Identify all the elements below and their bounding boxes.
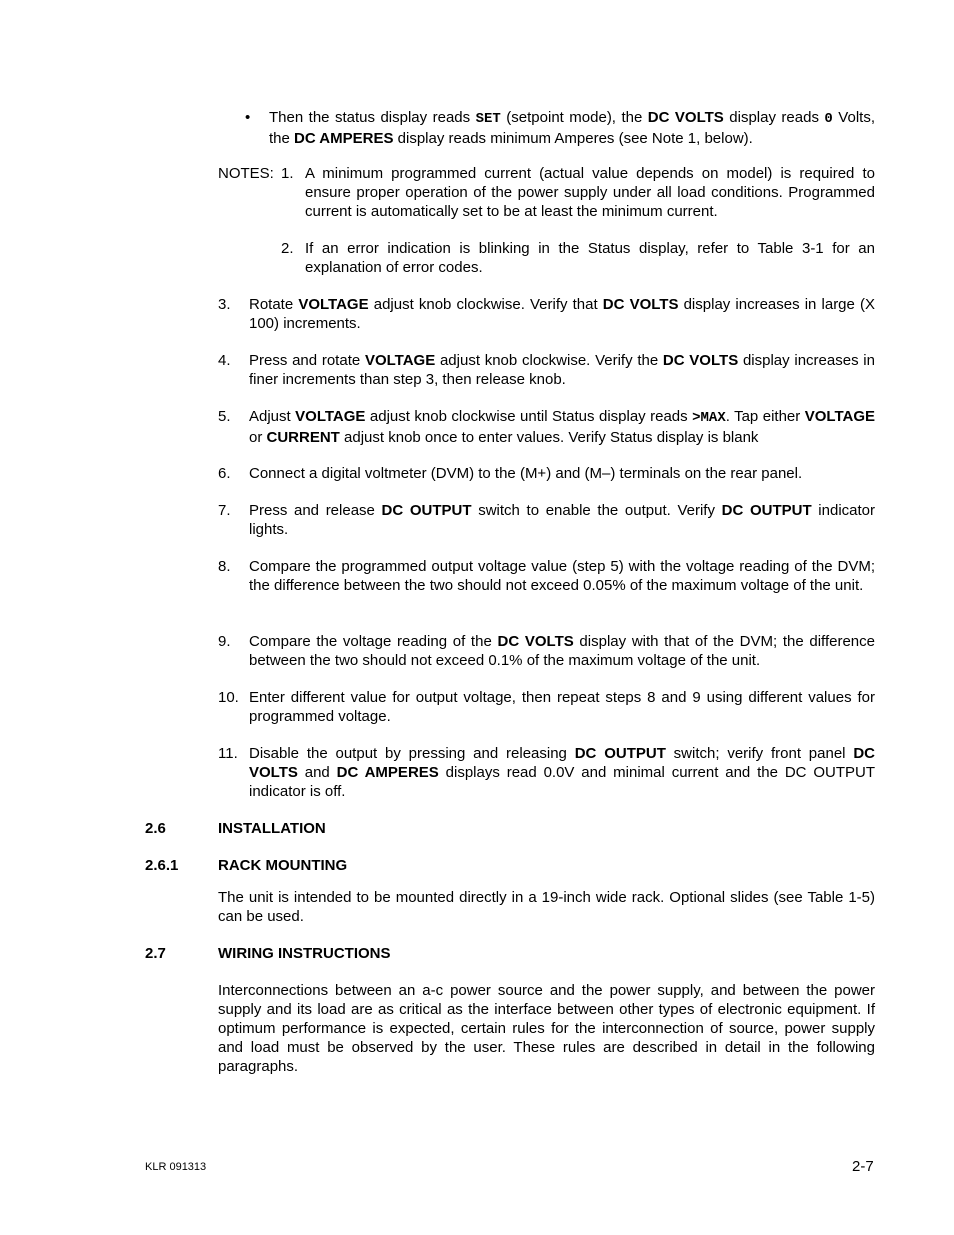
- step-5-text: Adjust VOLTAGE adjust knob clockwise until Status display reads >MAX. Tap either VOLTAGE or CURRENT adjust knob once to enter values. Verify Status display is blank: [249, 408, 875, 446]
- note-1-number: 1.: [281, 165, 294, 182]
- step-5-number: 5.: [218, 408, 231, 425]
- section-2-6-title: INSTALLATION: [218, 820, 326, 837]
- step-10-number: 10.: [218, 689, 239, 706]
- step-4-number: 4.: [218, 352, 231, 369]
- bullet-marker: •: [245, 109, 251, 126]
- step-8-text: Compare the programmed output voltage value (step 5) with the voltage reading of the DVM; the difference between the two should not exceed 0.05% of the maximum voltage of the unit.: [249, 558, 875, 594]
- step-6-text: Connect a digital voltmeter (DVM) to the (M+) and (M–) terminals on the rear panel.: [249, 465, 803, 482]
- step-4-text: Press and rotate VOLTAGE adjust knob clockwise. Verify the DC VOLTS display increases in finer increments than step 3, then release knob.: [249, 352, 875, 388]
- step-6-number: 6.: [218, 465, 231, 482]
- page-number: 2-7: [852, 1158, 874, 1175]
- step-11-text: Disable the output by pressing and releasing DC OUTPUT switch; verify front panel DC VOLTS and DC AMPERES displays read 0.0V and minimal current and the DC OUTPUT indicator is off.: [249, 745, 875, 800]
- note-2-text: If an error indication is blinking in the Status display, refer to Table 3-1 for an explanation of error codes.: [305, 240, 875, 276]
- note-2-number: 2.: [281, 240, 294, 257]
- bullet-item: Then the status display reads SET (setpoint mode), the DC VOLTS display reads 0 Volts, the DC AMPERES display reads minimum Amperes (see Note 1, below).: [269, 109, 875, 147]
- section-2-6-1-text: The unit is intended to be mounted directly in a 19-inch wide rack. Optional slides (see Table 1-5) can be used.: [218, 889, 875, 925]
- note-1-text: A minimum programmed current (actual value depends on model) is required to ensure proper operation of the power supply under all load conditions. Programmed current is automatically set to be at least the minimum current.: [305, 165, 875, 220]
- step-9-number: 9.: [218, 633, 231, 650]
- step-10-text: Enter different value for output voltage, then repeat steps 8 and 9 using different values for programmed voltage.: [249, 689, 875, 725]
- section-2-7-number: 2.7: [145, 945, 166, 962]
- section-2-6-1-number: 2.6.1: [145, 857, 179, 874]
- step-9-text: Compare the voltage reading of the DC VOLTS display with that of the DVM; the difference between the two should not exceed 0.1% of the maximum voltage of the unit.: [249, 633, 875, 669]
- step-3-text: Rotate VOLTAGE adjust knob clockwise. Verify that DC VOLTS display increases in large (X 100) increments.: [249, 296, 875, 332]
- section-2-7-text: Interconnections between an a-c power source and the power supply, and between the power supply and its load are as critical as the interface between other types of electronic equipment. If optimum performance is expected, certain rules for the interconnection of source, power supply and load must be observed by the user. These rules are described in detail in the following paragraphs.: [218, 982, 875, 1075]
- footer-doc-id: KLR 091313: [145, 1161, 207, 1173]
- notes-label: NOTES:: [218, 165, 274, 182]
- step-3-number: 3.: [218, 296, 231, 313]
- step-8-number: 8.: [218, 558, 231, 575]
- section-2-6-number: 2.6: [145, 820, 166, 837]
- section-2-6-1-title: RACK MOUNTING: [218, 857, 348, 874]
- step-7-text: Press and release DC OUTPUT switch to enable the output. Verify DC OUTPUT indicator lights.: [249, 502, 875, 538]
- step-11-number: 11.: [218, 745, 238, 762]
- section-2-7-title: WIRING INSTRUCTIONS: [218, 945, 391, 962]
- step-7-number: 7.: [218, 502, 231, 519]
